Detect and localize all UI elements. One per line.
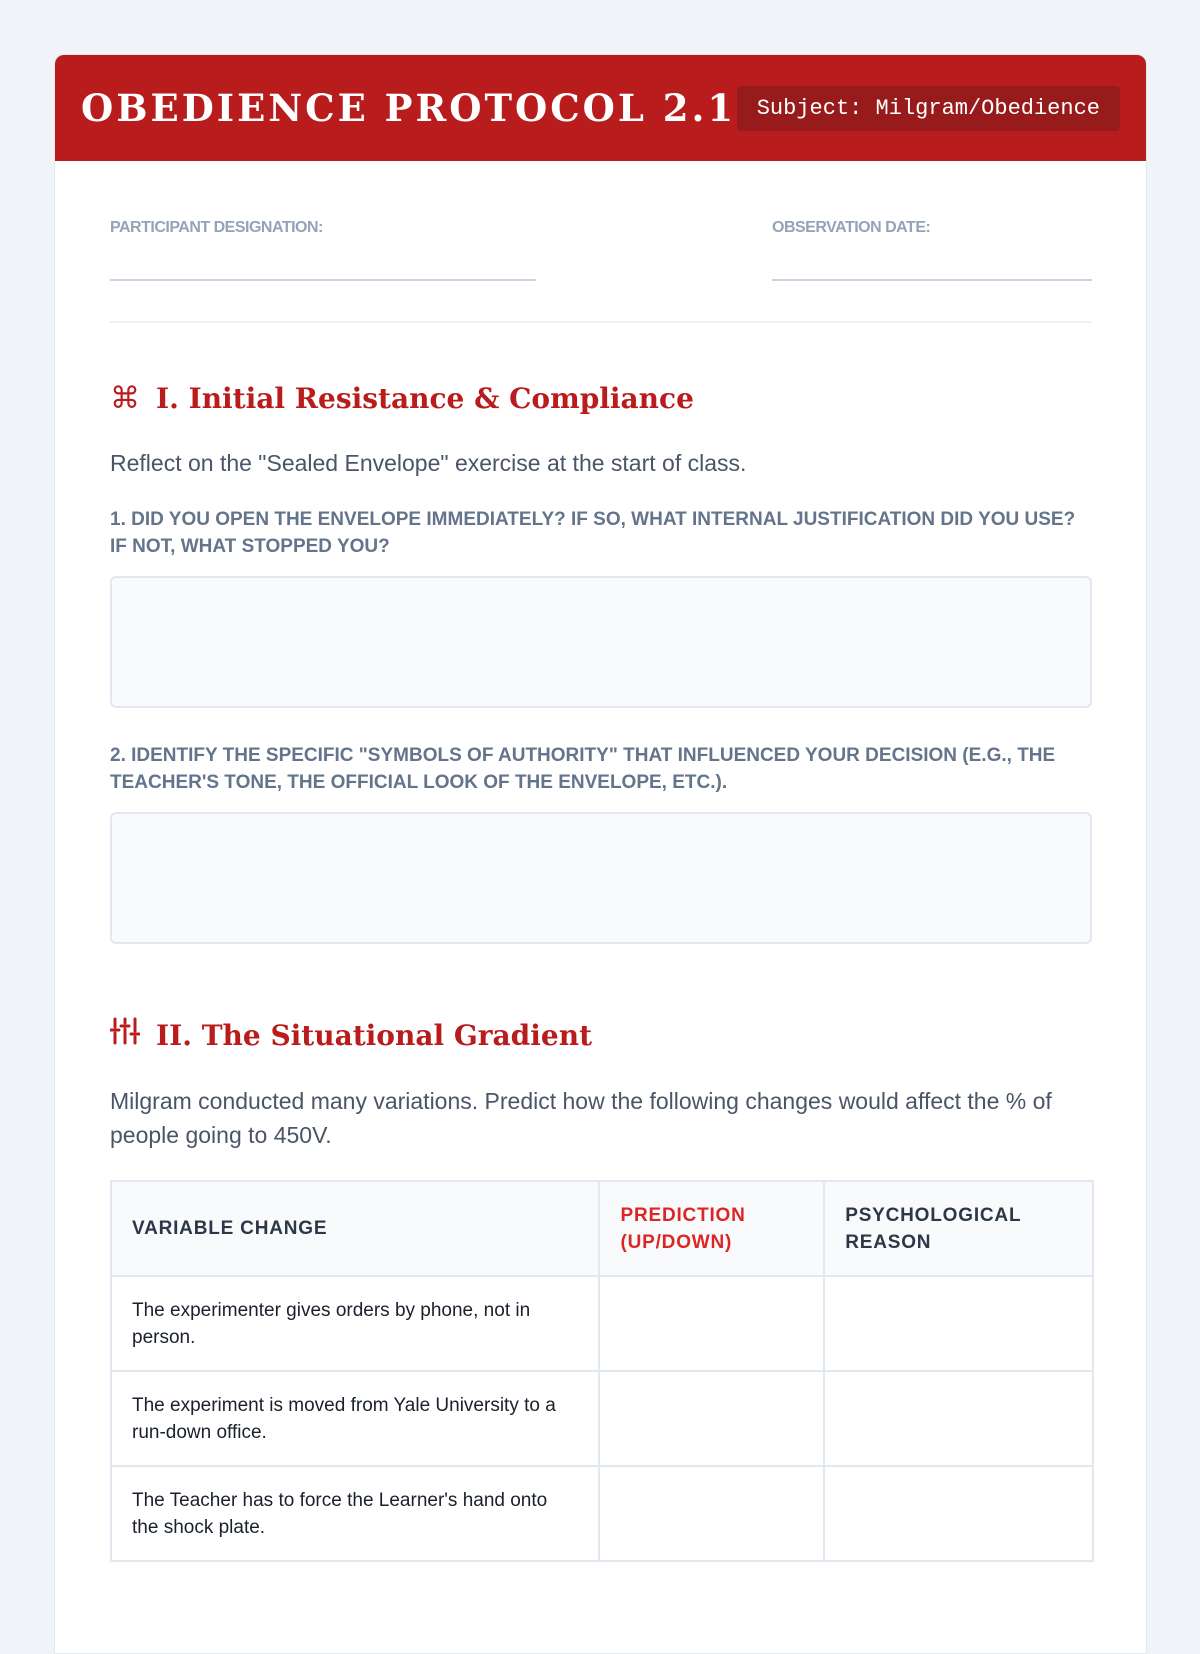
header-variable-change: VARIABLE CHANGE xyxy=(111,1181,599,1276)
participant-label: PARTICIPANT DESIGNATION: xyxy=(110,219,323,236)
participant-field xyxy=(110,219,536,281)
info-fields xyxy=(110,161,1092,323)
question-1-label: 1. DID YOU OPEN THE ENVELOPE IMMEDIATELY? IF SO, WHAT INTERNAL JUSTIFICATION DID YOU USE? IF NOT, WHAT STOPPED YOU? xyxy=(110,509,1076,557)
command-icon: ⌘ xyxy=(110,381,140,416)
date-label: OBSERVATION DATE: xyxy=(772,219,931,236)
header-prediction: PREDICTION (UP/DOWN) xyxy=(599,1181,824,1276)
prediction-cell[interactable] xyxy=(599,1276,824,1371)
reason-cell[interactable] xyxy=(824,1466,1093,1561)
section-1-description: Reflect on the "Sealed Envelope" exercise at the start of class. xyxy=(110,450,747,476)
table-row xyxy=(111,1276,1093,1371)
section-2-title: II. The Situational Gradient xyxy=(156,1018,592,1052)
section-2-heading xyxy=(110,1016,1092,1054)
variable-cell: The experiment is moved from Yale University to a run-down office. xyxy=(111,1371,599,1466)
reason-cell[interactable] xyxy=(824,1276,1093,1371)
situational-gradient-table xyxy=(110,1180,1094,1562)
table-header-row xyxy=(111,1181,1093,1276)
table-row xyxy=(111,1466,1093,1561)
participant-input[interactable] xyxy=(110,279,536,281)
date-field xyxy=(772,219,1092,281)
header-psychological-reason: PSYCHOLOGICAL REASON xyxy=(824,1181,1093,1276)
question-2-label: 2. IDENTIFY THE SPECIFIC "SYMBOLS OF AUTHORITY" THAT INFLUENCED YOUR DECISION (E.G., THE TEACHER'S TONE, THE OFFICIAL LOOK OF THE ENVELOPE, ETC.). xyxy=(110,745,1056,793)
sliders-icon xyxy=(110,1016,142,1054)
worksheet-card xyxy=(54,54,1147,1654)
section-2-description: Milgram conducted many variations. Predict how the following changes would affect the % of people going to 450V. xyxy=(110,1088,1052,1148)
prediction-cell[interactable] xyxy=(599,1371,824,1466)
reason-cell[interactable] xyxy=(824,1371,1093,1466)
worksheet-content xyxy=(55,161,1146,1562)
question-1-answer[interactable] xyxy=(110,576,1092,708)
section-1-heading xyxy=(110,381,1092,416)
date-input[interactable] xyxy=(772,279,1092,281)
table-row xyxy=(111,1371,1093,1466)
section-1-title: I. Initial Resistance & Compliance xyxy=(156,382,694,415)
variable-cell: The experimenter gives orders by phone, not in person. xyxy=(111,1276,599,1371)
question-2-answer[interactable] xyxy=(110,812,1092,944)
worksheet-header xyxy=(55,55,1146,161)
subject-badge: Subject: Milgram/Obedience xyxy=(737,86,1120,131)
prediction-cell[interactable] xyxy=(599,1466,824,1561)
worksheet-title: OBEDIENCE PROTOCOL 2.1 xyxy=(81,86,737,130)
variable-cell: The Teacher has to force the Learner's hand onto the shock plate. xyxy=(111,1466,599,1561)
